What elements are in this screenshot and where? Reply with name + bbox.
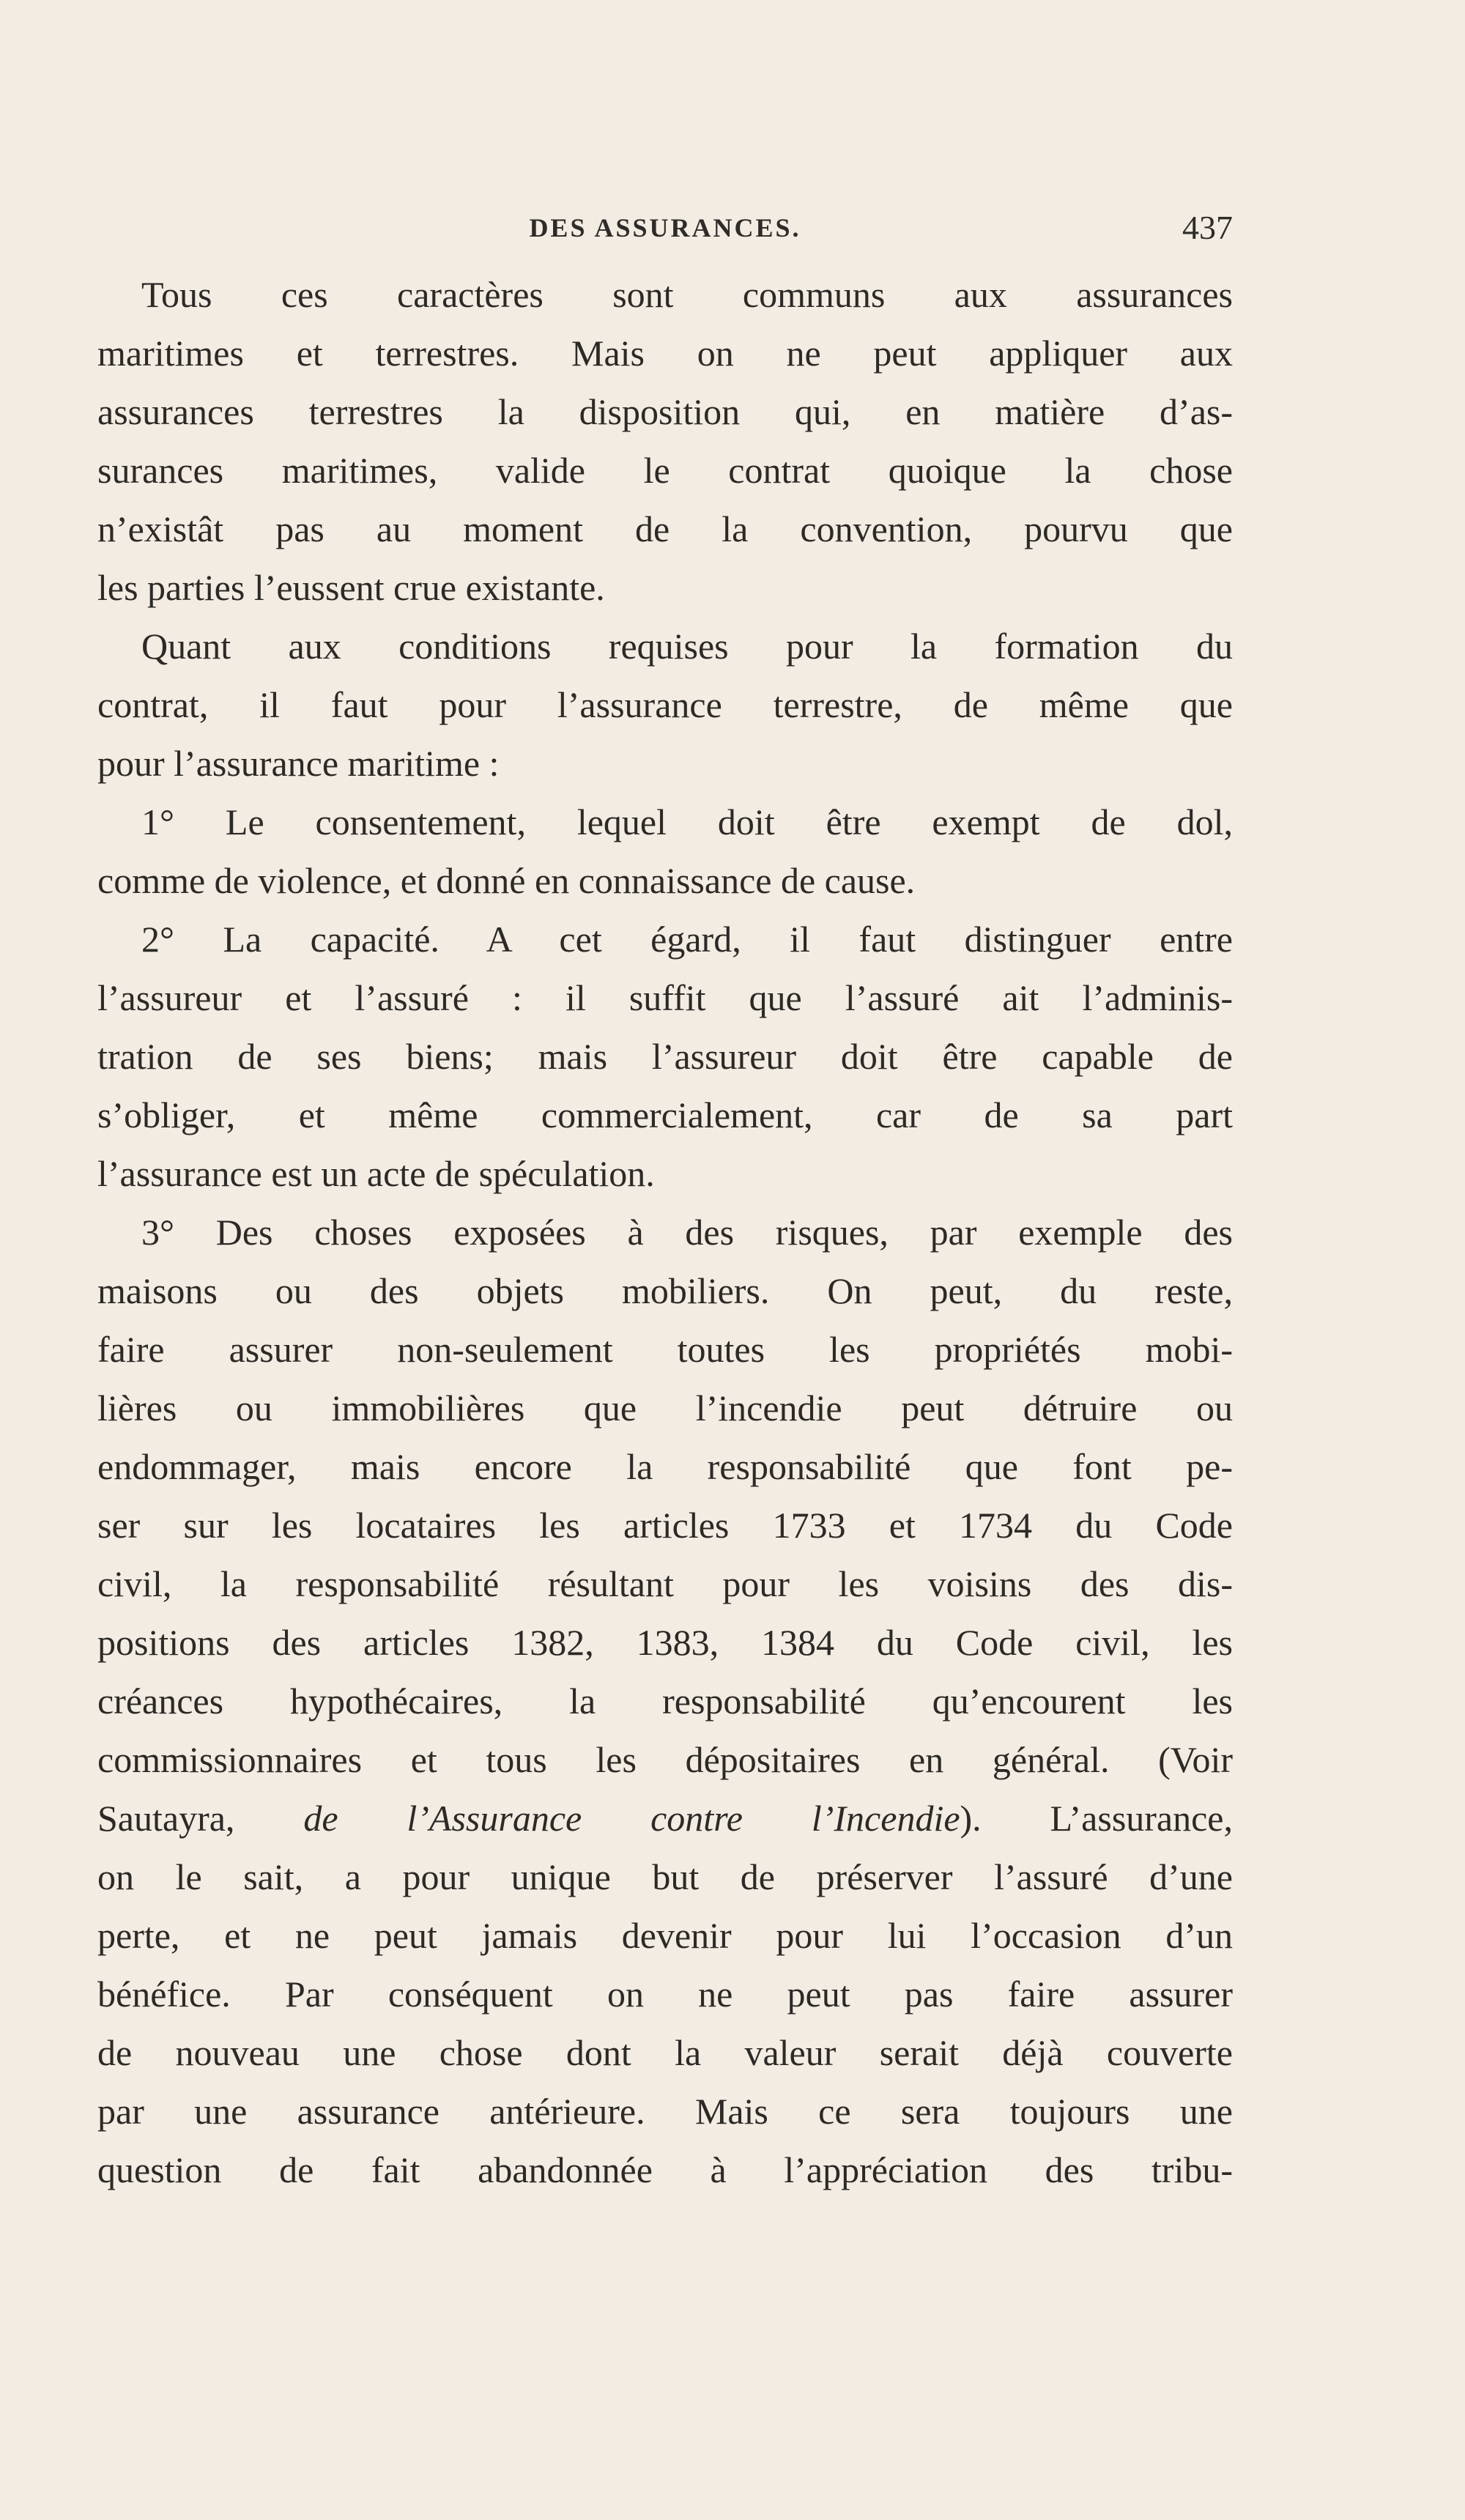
text-line: l’assurance est un acte de spéculation. [97,1153,655,1194]
text-line: 1° Le consentement, lequel doit être exempt de dol, [141,801,1233,842]
text-line: lières ou immobilières que l’incendie peut détruire ou [97,1387,1233,1428]
text-line: 3° Des choses exposées à des risques, par exemple des [141,1212,1233,1253]
text-line: de nouveau une chose dont la valeur serait déjà couverte [97,2032,1233,2073]
text-segment: ). L’assurance, [960,1798,1233,1839]
text-line: créances hypothécaires, la responsabilité qu’encourent les [97,1680,1233,1722]
text-line: civil, la responsabilité résultant pour les voisins des dis- [97,1563,1233,1604]
text-line: surances maritimes, valide le contrat quoique la chose [97,450,1233,491]
text-line: 2° La capacité. A cet égard, il faut distinguer entre [141,919,1233,960]
text-line: positions des articles 1382, 1383, 1384 du Code civil, les [97,1622,1233,1663]
page-number: 437 [1182,209,1233,246]
page-header [97,209,1233,249]
text-segment: Sautayra, [97,1798,304,1839]
text-line: on le sait, a pour unique but de préserver l’assuré d’une [97,1856,1233,1897]
text-line: tration de ses biens; mais l’assureur doit être capable de [97,1036,1233,1077]
text-line: endommager, mais encore la responsabilité que font pe- [97,1446,1233,1487]
text-line: l’assureur et l’assuré : il suffit que l’assuré ait l’adminis- [97,977,1233,1018]
text-line: perte, et ne peut jamais devenir pour lui l’occasion d’un [97,1915,1233,1956]
text-line: commissionnaires et tous les dépositaires en général. (Voir [97,1739,1233,1780]
text-line: comme de violence, et donné en connaissance de cause. [97,860,916,901]
italic-book-title: de l’Assurance contre l’Incendie [303,1798,960,1839]
text-line: bénéfice. Par conséquent on ne peut pas faire assurer [97,1974,1233,2015]
text-line: s’obliger, et même commercialement, car de sa part [97,1094,1233,1135]
text-line: n’existât pas au moment de la convention, pourvu que [97,508,1233,549]
body-text [97,265,1233,2199]
text-line: Quant aux conditions requises pour la formation du [141,626,1233,667]
text-line: ser sur les locataires les articles 1733 et 1734 du Code [97,1505,1233,1546]
text-line: faire assurer non-seulement toutes les propriétés mobi- [97,1329,1233,1370]
text-line [97,1789,1233,1848]
text-line: Tous ces caractères sont communs aux assurances [141,274,1233,315]
text-line: question de fait abandonnée à l’appréciation des tribu- [97,2149,1233,2190]
text-line: contrat, il faut pour l’assurance terrestre, de même que [97,684,1233,725]
running-title: DES ASSURANCES. [529,213,801,242]
text-line: pour l’assurance maritime : [97,743,500,784]
text-line: assurances terrestres la disposition qui, en matière d’as- [97,391,1233,432]
text-line: maritimes et terrestres. Mais on ne peut appliquer aux [97,333,1233,374]
text-line: maisons ou des objets mobiliers. On peut, du reste, [97,1270,1233,1311]
text-line: par une assurance antérieure. Mais ce sera toujours une [97,2091,1233,2132]
text-line: les parties l’eussent crue existante. [97,567,605,608]
